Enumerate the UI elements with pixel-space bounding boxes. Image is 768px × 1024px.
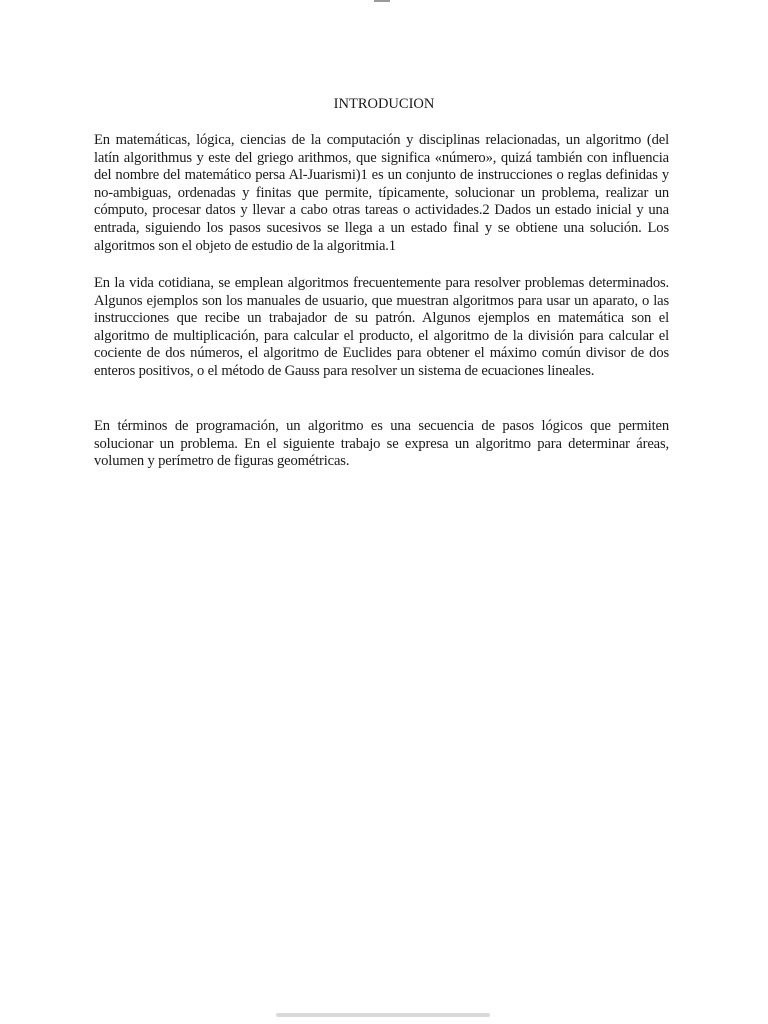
page-footer-illegible: [276, 1013, 490, 1017]
paragraph-definition: En matemáticas, lógica, ciencias de la computación y disciplinas relacionadas, un algoritmo (del latín algorithmus y este del griego arithmos, que significa «número», quizá también con influencia del nombre del matemático persa Al-Juarismi)1 es un conjunto de instrucciones o reglas definidas y no-ambiguas, ordenadas y finitas que permite, típicamente, solucionar un problema, realizar un cómputo, procesar datos y llevar a cabo otras tareas o actividades.2 Dados un estado inicial y una entrada, siguiendo los pasos sucesivos se llega a un estado final y se obtiene una solución. Los algoritmos son el objeto de estudio de la algoritmia.1: [94, 132, 669, 254]
paragraph-programming: En términos de programación, un algoritmo es una secuencia de pasos lógicos que permiten solucionar un problema. En el siguiente trabajo se expresa un algoritmo para determinar áreas, volumen y perímetro de figuras geométricas.: [94, 418, 669, 470]
paragraph-everyday-examples: En la vida cotidiana, se emplean algoritmos frecuentemente para resolver problemas determinados. Algunos ejemplos son los manuales de usuario, que muestran algoritmos para usar un aparato, o las instrucciones que recibe un trabajador de su patrón. Algunos ejemplos en matemática son el algoritmo de multiplicación, para calcular el producto, el algoritmo de la división para calcular el cociente de dos números, el algoritmo de Euclides para obtener el máximo común divisor de dos enteros positivos, o el método de Gauss para resolver un sistema de ecuaciones lineales.: [94, 275, 669, 379]
page-top-mark: [374, 0, 390, 2]
document-title: INTRODUCION: [333, 96, 435, 112]
